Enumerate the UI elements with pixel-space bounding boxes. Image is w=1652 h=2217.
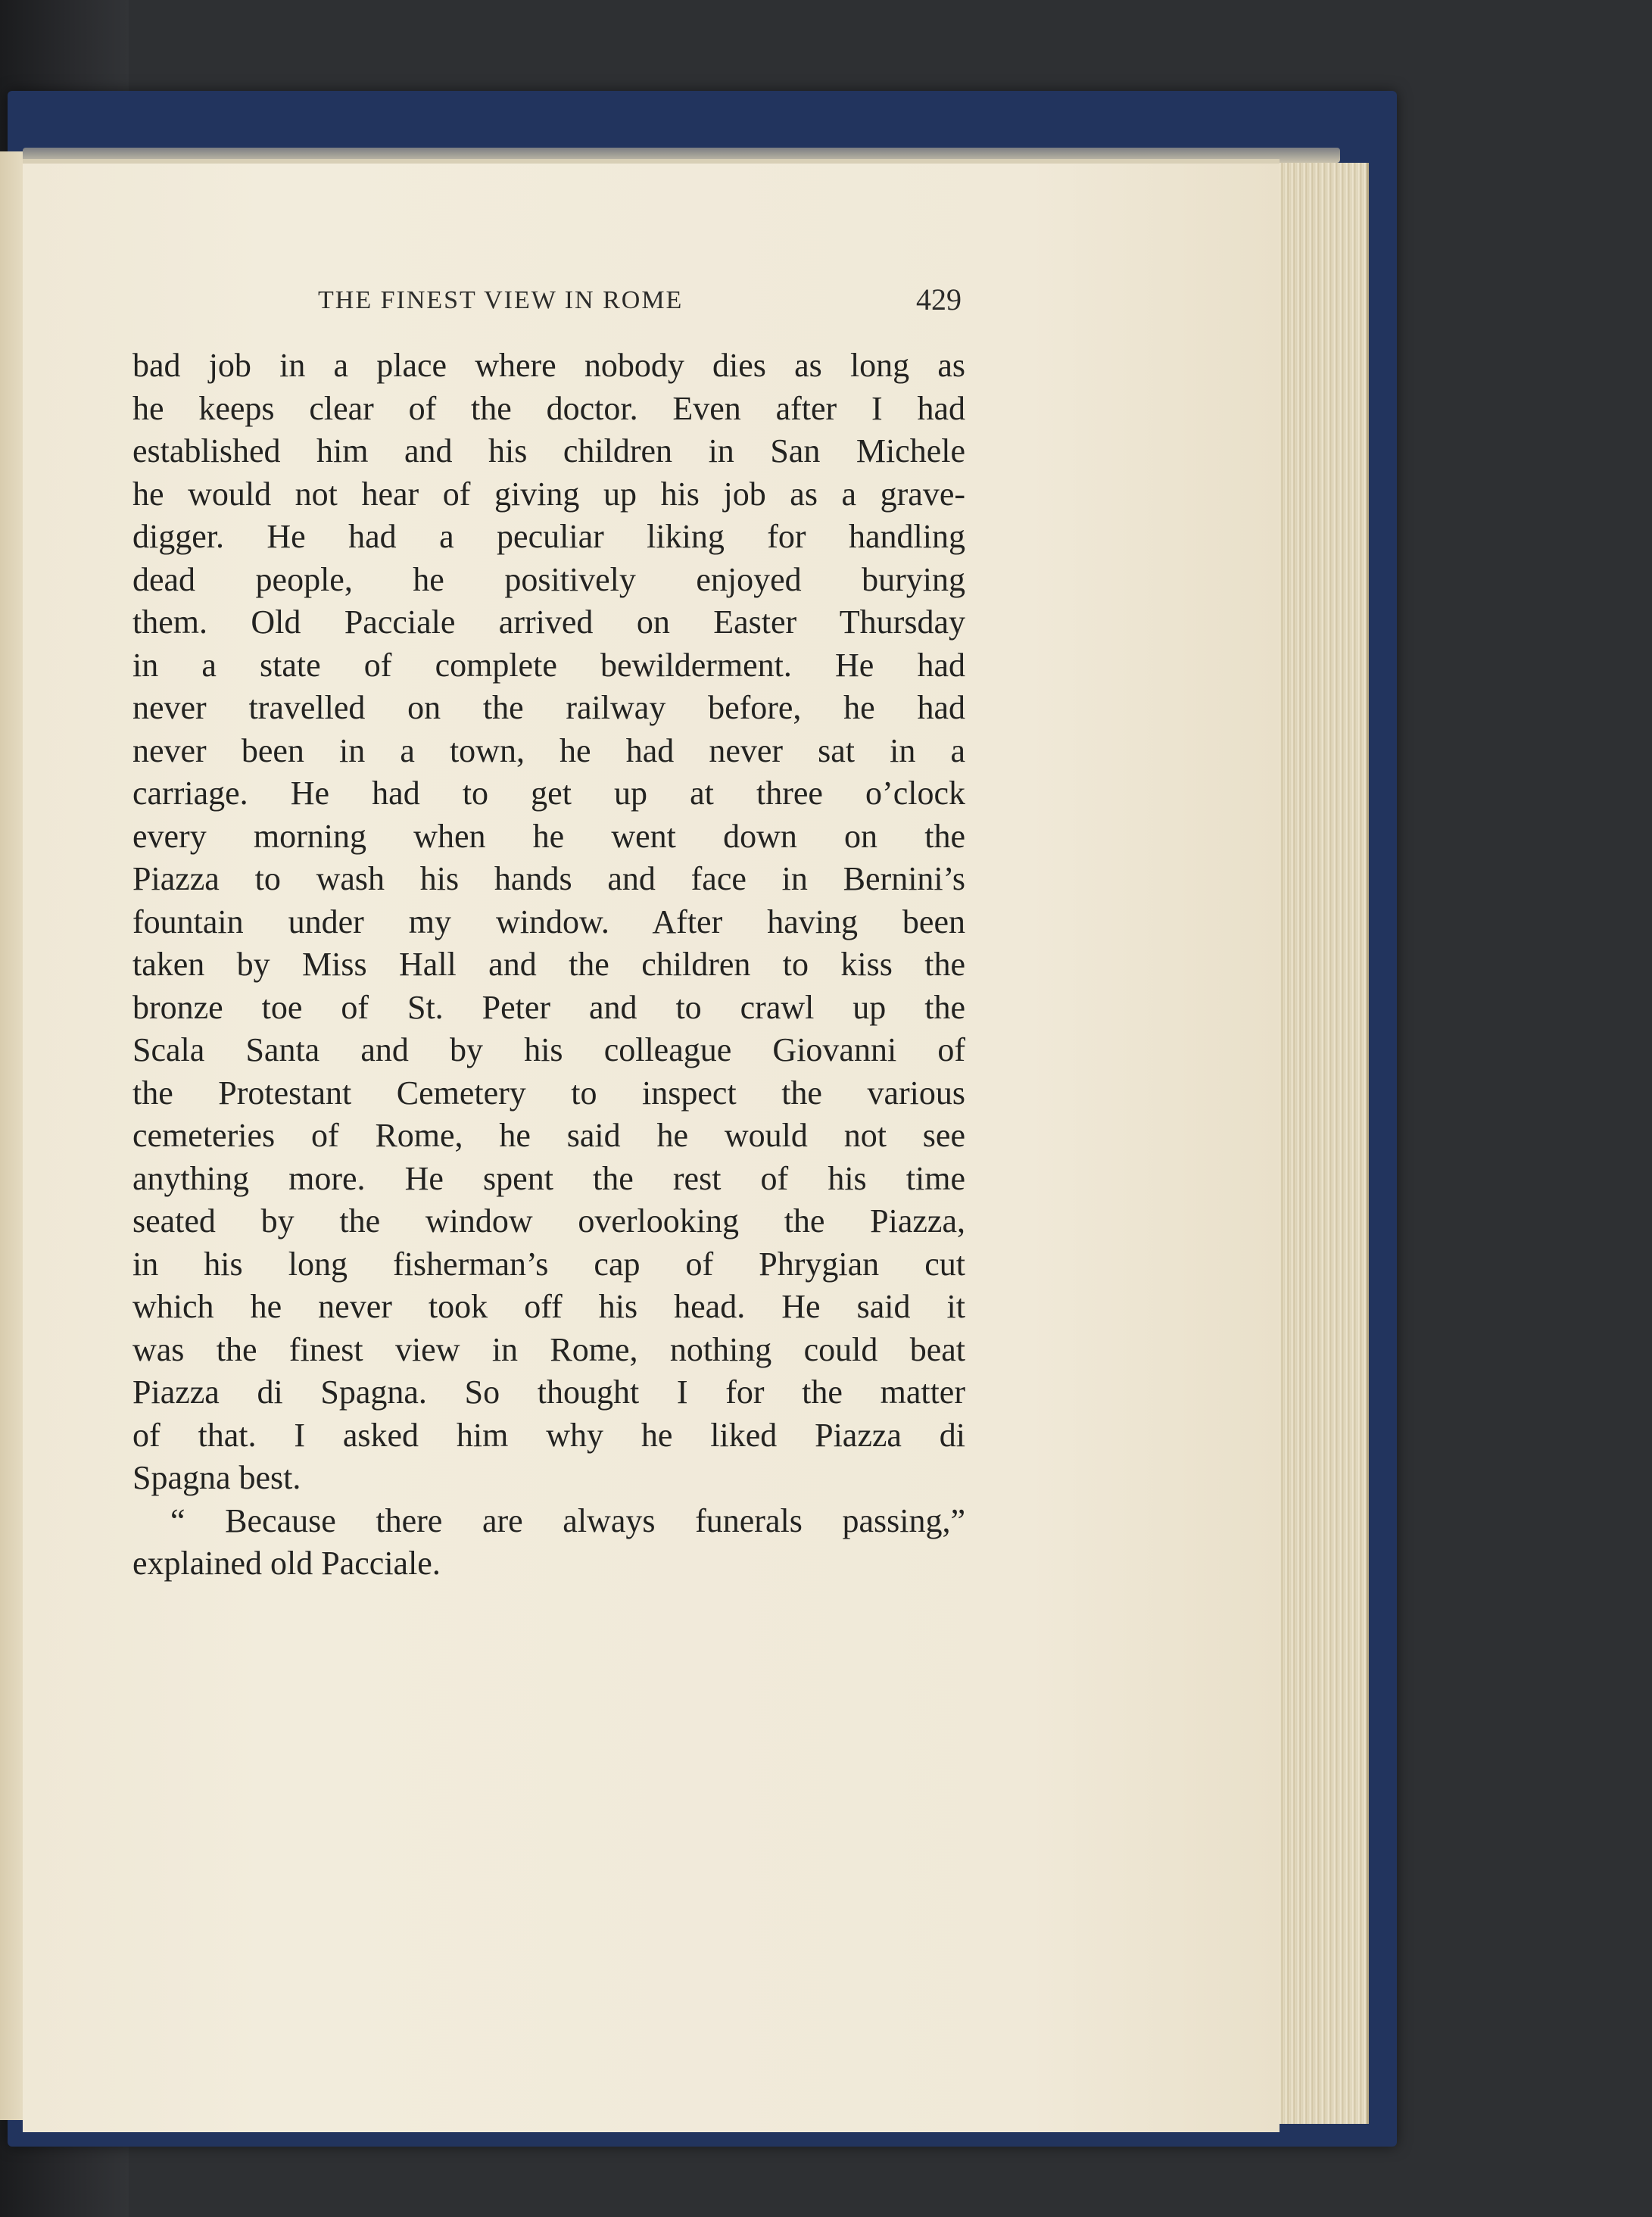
text-line: bronze toe of St. Peter and to crawl up the [132, 988, 965, 1026]
text-line: the Protestant Cemetery to inspect the various [132, 1074, 965, 1112]
text-line: fountain under my window. After having been [132, 903, 965, 940]
text-line: in his long fisherman’s cap of Phrygian cut [132, 1245, 965, 1283]
text-line: cemeteries of Rome, he said he would not see [132, 1117, 965, 1154]
text-line: them. Old Pacciale arrived on Easter Thursday [132, 603, 965, 641]
text-line: digger. He had a peculiar liking for handling [132, 518, 965, 555]
text-line: was the finest view in Rome, nothing could beat [132, 1330, 965, 1368]
text-line: every morning when he went down on the [132, 817, 965, 855]
text-line: Spagna best. [132, 1459, 301, 1496]
body-text [132, 345, 965, 1586]
text-line: never travelled on the railway before, he had [132, 689, 965, 726]
page-number: 429 [916, 282, 962, 316]
text-line: seated by the window overlooking the Piazza, [132, 1202, 965, 1239]
text-line: explained old Pacciale. [132, 1545, 441, 1582]
text-line: established him and his children in San Michele [132, 432, 965, 469]
text-line: of that. I asked him why he liked Piazza di [132, 1416, 965, 1454]
text-line: in a state of complete bewilderment. He had [132, 646, 965, 684]
text-line: “ Because there are always funerals passing,” [170, 1501, 965, 1539]
text-line: which he never took off his head. He said it [132, 1288, 965, 1325]
text-line: carriage. He had to get up at three o’clock [132, 775, 965, 812]
text-line: dead people, he positively enjoyed burying [132, 560, 965, 598]
text-line: he would not hear of giving up his job as a grave- [132, 475, 965, 513]
text-line: never been in a town, he had never sat in a [132, 731, 965, 769]
text-line: he keeps clear of the doctor. Even after I had [132, 389, 965, 427]
text-line: anything more. He spent the rest of his time [132, 1159, 965, 1197]
text-line: Scala Santa and by his colleague Giovanni of [132, 1031, 965, 1068]
running-header [318, 282, 962, 324]
text-line: bad job in a place where nobody dies as long as [132, 347, 965, 384]
header-title: THE FINEST VIEW IN ROME [318, 286, 684, 314]
text-line: Piazza di Spagna. So thought I for the matter [132, 1374, 965, 1411]
text-line: taken by Miss Hall and the children to kiss the [132, 946, 965, 983]
page-edges [1272, 163, 1369, 2124]
text-line: Piazza to wash his hands and face in Bernini’s [132, 860, 965, 897]
